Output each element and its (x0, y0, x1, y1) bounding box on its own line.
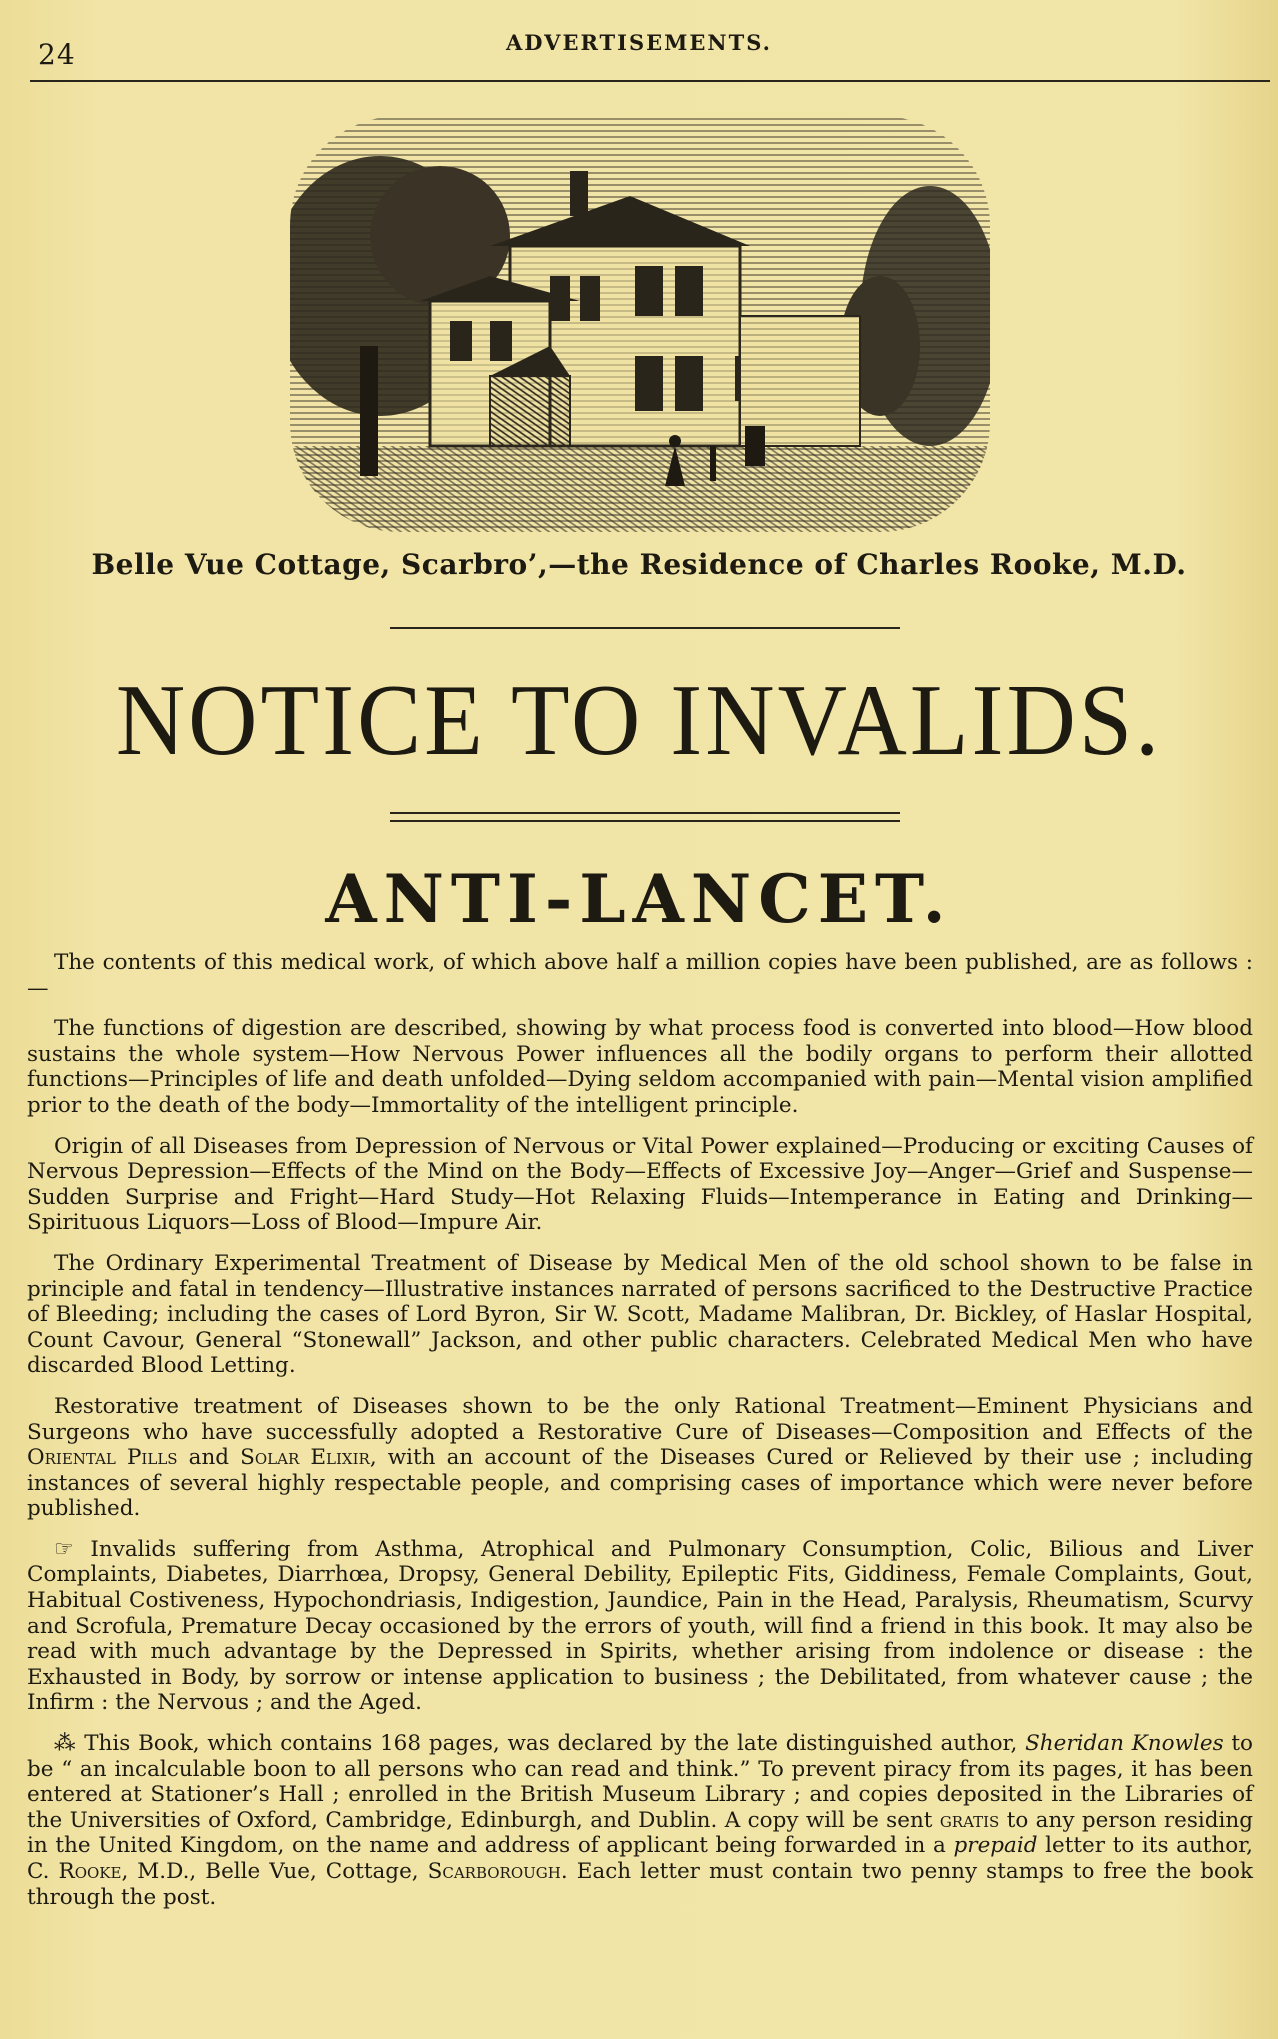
advertisement-body (27, 950, 1253, 1925)
oriental-pills-name: Oriental Pills (27, 1445, 178, 1471)
prepaid-word: prepaid (953, 1833, 1038, 1859)
notice-title: NOTICE TO INVALIDS. (115, 662, 1163, 777)
header-rule (30, 80, 1270, 82)
text-run: to any person residing in the United Kingdom, on the name and address of applicant being forwarded in a (27, 1807, 1254, 1859)
paragraph-digestion: The functions of digestion are described, showing by what process food is converted into blood—How blood sustains the whole system—How Nervous Power influences all the bodily organs to perform their allotted functions—Principles of life and death unfolded—Dying seldom accompanied with pain—Mental vision amplified prior to the death of the body—Immortality of the intelligent principle. (27, 1016, 1253, 1118)
text-run: letter to its author, (1045, 1833, 1253, 1859)
rooke-name: C. Rooke (27, 1859, 122, 1884)
text-run: Restorative treatment of Diseases shown to be the only Rational Treatment—Eminent Physicians and Surgeons who have successfully adopted a Restorative Cure of Diseases—Composition and Effects of the (27, 1393, 1253, 1445)
text-run: , with an account of the Diseases Cured or Relieved by their use ; including instances of several highly respectable people, and comprising cases of importance which were never before published. (27, 1445, 1253, 1522)
author-name: Sheridan Knowles (1025, 1731, 1224, 1757)
paragraph-restorative-treatment (27, 1394, 1253, 1522)
header-title: ADVERTISEMENTS. (506, 30, 772, 55)
anti-lancet-title: ANTI-LANCET. (325, 860, 953, 938)
illustration-caption: Belle Vue Cottage, Scarbro’,—the Residence of Charles Rooke, M.D. (91, 548, 1187, 581)
text-run: , M.D., Belle Vue, Cottage, (121, 1859, 419, 1884)
gratis-word: gratis (939, 1807, 1000, 1833)
page-number: 24 (38, 38, 76, 71)
paragraph-ordinary-treatment: The Ordinary Experimental Treatment of Disease by Medical Men of the old school shown to be false in principle and fatal in tendency—Illustrative instances narrated of persons sacrificed to the Destructive Practice of Bleeding; including the cases of Lord Byron, Sir W. Scott, Madame Malibran, Dr. Bickley, of Haslar Hospital, Count Cavour, General “Stonewall” Jackson, and other public characters. Celebrated Medical Men who have discarded Blood Letting. (27, 1250, 1253, 1379)
paragraph-origin-of-diseases: Origin of all Diseases from Depression of Nervous or Vital Power explained—Producing or exciting Causes of Nervous Depression—Effects of the Mind on the Body—Effects of Excessive Joy—Anger—Grief and Suspense—Sudden Surprise and Fright—Hard Study—Hot Relaxing Fluids—Intemperance in Eating and Drinking—Spirituous Liquors—Loss of Blood—Impure Air. (27, 1133, 1253, 1236)
town-name: Scarborough. (427, 1859, 568, 1884)
running-head (30, 30, 1248, 70)
cottage-engraving (290, 116, 990, 532)
text-run: to be “ an incalculable boon to all persons who can read and think.” To prevent piracy from its pages, it has been entered at Stationer’s Hall ; enrolled in the British Museum Library ; and copies deposited in the Libraries of the Universities of Oxford, Cambridge, Edinburgh, and Dublin. A copy will be sent (27, 1731, 1253, 1833)
paragraph-this-book (27, 1731, 1253, 1910)
text-run: Invalids suffering from Asthma, Atrophical and Pulmonary Consumption, Colic, Bilious and Liver Complaints, Diabetes, Diarrhœa, Dropsy, General Debility, Epileptic Fits, Giddiness, Female Complaints, Gout, Habitual Costiveness, Hypochondriasis, Indigestion, Jaundice, Pain in the Head, Paralysis, Rheumatism, Scurvy and Scrofula, Premature Decay occasioned by the errors of youth, will find a friend in this book. It may also be read with much advantage by the Depressed in Spirits, whether arising from indolence or disease : the Exhausted in Body, by sorrow or intense application to business ; the Debilitated, from whatever cause ; the Infirm : the Nervous ; and the Aged. (27, 1536, 1253, 1716)
text-run: Each letter must contain two penny stamps to free the book through the post. (27, 1859, 1253, 1910)
divider-rule (390, 627, 900, 629)
solar-elixir-name: Solar Elixir (240, 1445, 370, 1471)
asterism-icon: ⁂ (54, 1731, 77, 1757)
text-run: This Book, which contains 168 pages, was declared by the late distinguished author, (84, 1731, 1018, 1757)
paragraph-contents: The contents of this medical work, of which above half a million copies have been published, are as follows :— (27, 950, 1253, 1001)
pointing-hand-icon: ☞ (54, 1536, 74, 1562)
paragraph-invalids-suffering (27, 1537, 1253, 1716)
double-divider-rule (390, 812, 900, 822)
text-run: and (188, 1445, 230, 1471)
